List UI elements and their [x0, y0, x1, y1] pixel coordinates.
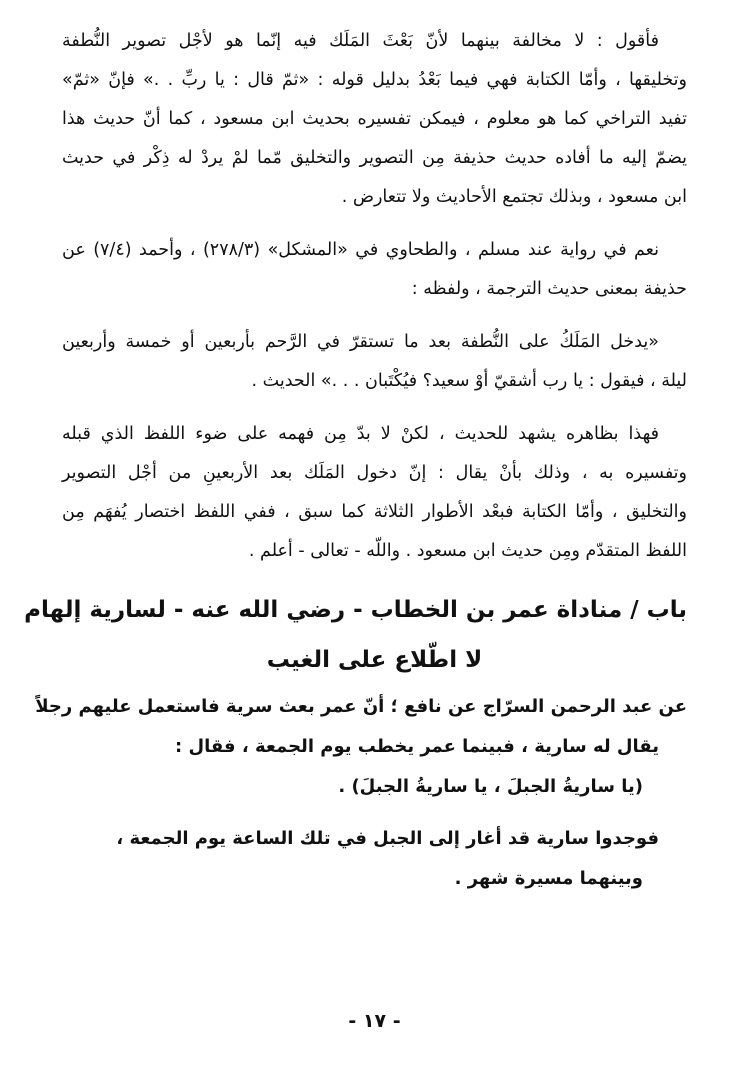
text-line: ابن مسعود ، وبذلك تجتمع الأحاديث ولا تتعارض .: [341, 187, 687, 207]
text-line: نعم في رواية عند مسلم ، والطحاوي في «المشكل» (٢٧٨/٣) ، وأحمد (٧/٤) عن: [62, 240, 659, 260]
text-line: وتخليقها ، وأمّا الكتابة فهي فيما بَعْدُ بدليل قوله : «ثمّ قال : يا ربِّ . .» فإنّ «ثمّ»: [62, 70, 687, 90]
narration-quote: (يا ساريةُ الجبلَ ، يا ساريةُ الجبلَ) .: [338, 776, 643, 797]
text-line: وتفسيره به ، وذلك بأنْ يقال : إنّ دخول المَلَك بعد الأربعينِ من أجْل التصوير: [62, 463, 687, 483]
commentary-paragraph-2: [62, 231, 687, 309]
book-page: [24, 22, 687, 899]
chapter-heading: [24, 585, 687, 685]
text-line: والتخليق ، وأمّا الكتابة فبعْد الأطوار الثلاثة كما سبق ، ففي اللفظ اختصار يُفهَم مِن: [62, 502, 687, 522]
chapter-heading-line-2: لا اطّلاع على الغيب: [266, 647, 483, 673]
page-number: - ١٧ -: [348, 1010, 401, 1032]
commentary-paragraph-1: [62, 22, 687, 217]
commentary-paragraph-3: [62, 415, 687, 571]
text-line: تفيد التراخي كما هو معلوم ، فيمكن تفسيره بحديث ابن مسعود ، كما أنّ حديث هذا: [62, 109, 687, 129]
narration-line: عن عبد الرحمن السرّاج عن نافع ؛ أنّ عمر بعث سرية فاستعمل عليهم رجلاً: [35, 696, 687, 717]
text-line: فأقول : لا مخالفة بينهما لأنّ بَعْثَ المَلَك فيه إنّما هو لأجْل تصوير النُّطفة: [62, 31, 659, 51]
chapter-heading-line-1: باب / مناداة عمر بن الخطاب - رضي الله عنه - لسارية إلهام: [24, 597, 687, 623]
narration-line: فوجدوا سارية قد أغار إلى الجبل في تلك الساعة يوم الجمعة ،: [116, 828, 659, 849]
text-line: فهذا بظاهره يشهد للحديث ، لكنْ لا بدّ مِن فهمه على ضوء اللفظ الذي قبله: [62, 424, 659, 444]
narration-line: وبينهما مسيرة شهر .: [454, 868, 643, 889]
hadith-narration: [35, 687, 687, 899]
text-line: ليلة ، فيقول : يا رب أشقيّ أوْ سعيد؟ فيُكْتَبان . . .» الحديث .: [251, 371, 687, 391]
text-line: يضمّ إليه ما أفاده حديث حذيفة مِن التصوير والتخليق مّما لمْ يردْ له ذِكْر في حديث: [62, 148, 687, 168]
narration-line: يقال له سارية ، فبينما عمر يخطب يوم الجمعة ، فقال :: [174, 736, 659, 757]
text-line: حذيفة بمعنى حديث الترجمة ، ولفظه :: [411, 279, 687, 299]
text-line: «يدخل المَلَكُ على النُّطفة بعد ما تستقرّ في الرَّحم بأربعين أو خمسة وأربعين: [62, 332, 659, 352]
quoted-hadith-paragraph: [62, 323, 687, 401]
text-line: اللفظ المتقدّم ومِن حديث ابن مسعود . واللّه - تعالى - أعلم .: [248, 541, 687, 561]
